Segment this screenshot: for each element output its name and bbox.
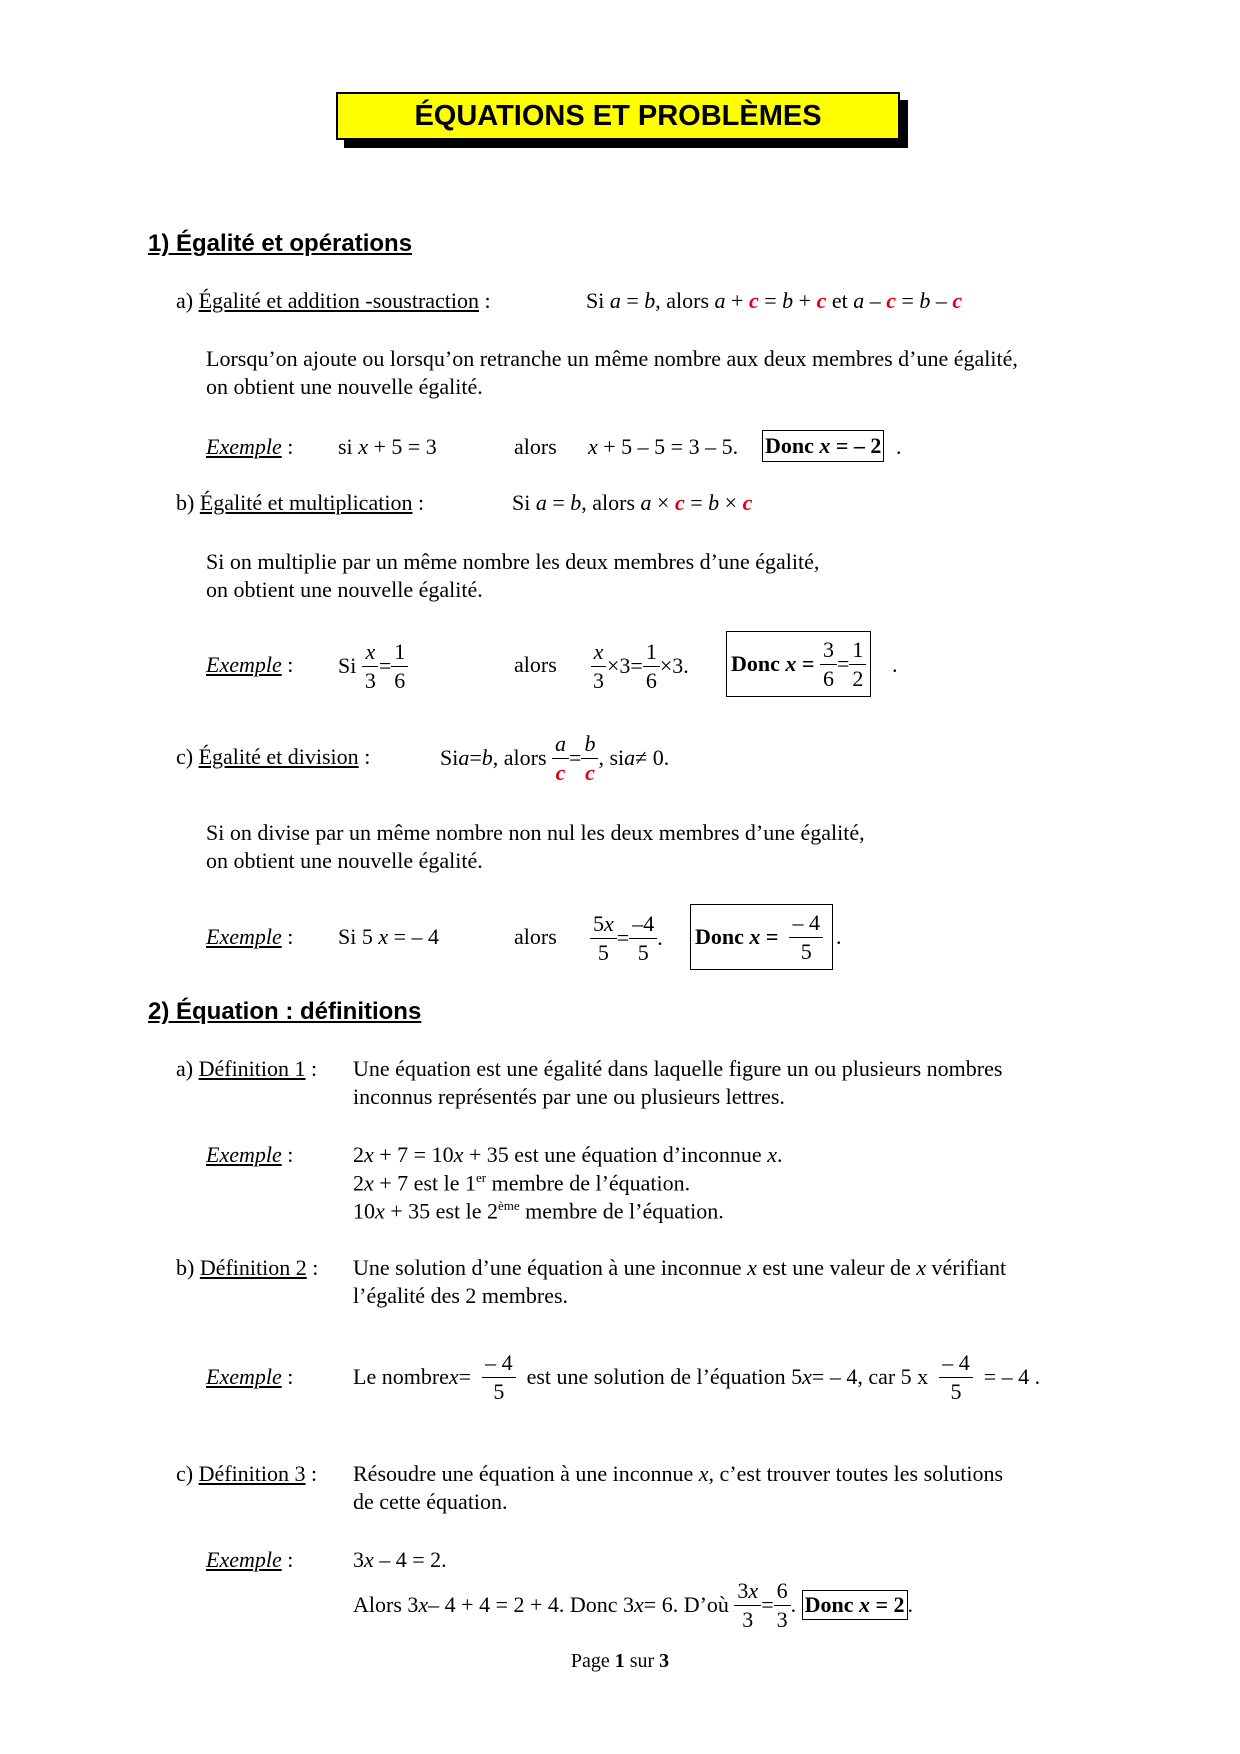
item-label: Égalité et multiplication xyxy=(199,490,413,515)
example-label-text: Exemple xyxy=(206,1142,282,1167)
t: , alors xyxy=(655,288,715,313)
superscript: ème xyxy=(498,1198,520,1213)
example-label xyxy=(206,1364,293,1390)
colon: : xyxy=(412,490,425,515)
t: + 35 est le 2 xyxy=(384,1198,498,1224)
t: Une solution d’une équation à une inconnue xyxy=(353,1255,748,1280)
denominator: 5 xyxy=(800,938,812,964)
t: + 5 – 5 = 3 – 5. xyxy=(597,434,739,459)
colon: : xyxy=(358,744,371,769)
t: 2 xyxy=(353,1142,364,1167)
t: Si xyxy=(586,288,610,313)
colon: : xyxy=(306,1255,319,1280)
var-c: c xyxy=(816,288,827,313)
item-2b-header xyxy=(176,1255,318,1281)
var: a xyxy=(853,288,865,313)
denominator: c xyxy=(555,759,566,785)
t: + 7 est le 1 xyxy=(373,1170,476,1196)
numerator: 6 xyxy=(774,1579,791,1605)
t: Si 5 xyxy=(338,924,379,949)
t: ≠ 0. xyxy=(635,745,670,770)
colon: : xyxy=(281,652,294,677)
example-1a-calc xyxy=(588,434,738,460)
section-2-heading xyxy=(148,998,421,1026)
var: b xyxy=(644,288,656,313)
denominator: 6 xyxy=(645,667,657,693)
item-1b-header xyxy=(176,490,424,516)
example-label xyxy=(206,1547,293,1573)
denominator: 6 xyxy=(394,667,406,693)
numerator: 3 xyxy=(737,1578,749,1604)
fraction xyxy=(789,911,823,962)
var: a xyxy=(624,745,636,770)
denominator: 5 xyxy=(597,939,609,965)
rule-division xyxy=(440,728,669,788)
var: a xyxy=(609,288,621,313)
t: – xyxy=(930,288,953,313)
item-mark: b) xyxy=(176,1255,195,1280)
definition-line: inconnus représentés par une ou plusieurs lettres. xyxy=(353,1084,785,1109)
denominator: 6 xyxy=(822,665,834,691)
fraction xyxy=(362,640,379,691)
numerator: – 4 xyxy=(789,911,823,937)
t: , alors xyxy=(581,490,641,515)
numerator: x xyxy=(362,640,378,666)
t: + xyxy=(725,288,749,313)
example-label xyxy=(206,652,293,678)
t: = xyxy=(684,490,709,515)
t: = xyxy=(616,925,630,950)
var: x xyxy=(358,434,368,459)
example-label-text: Exemple xyxy=(206,434,282,459)
colon: : xyxy=(281,1142,294,1167)
t: Donc xyxy=(731,651,786,676)
example-2a-line2 xyxy=(353,1170,690,1196)
t: Si xyxy=(338,653,357,678)
t: = 2 xyxy=(870,1592,905,1617)
var: b xyxy=(919,288,931,313)
page-title-text: ÉQUATIONS ET PROBLÈMES xyxy=(414,99,822,132)
t: . xyxy=(776,1142,783,1167)
t: = xyxy=(796,651,815,676)
denominator: 3 xyxy=(742,1606,754,1632)
t: Donc xyxy=(804,1592,859,1617)
t: si xyxy=(338,434,359,459)
fraction xyxy=(643,640,660,691)
t: – 4 + 4 = 2 + 4. Donc 3 xyxy=(428,1592,635,1617)
t: ×3 xyxy=(607,653,631,678)
t: , c’est trouver toutes les solutions xyxy=(708,1461,1004,1486)
example-label-text: Exemple xyxy=(206,652,282,677)
t: , si xyxy=(598,745,625,770)
item-2a-header xyxy=(176,1056,317,1082)
example-1b-given xyxy=(338,636,408,696)
t: = – 4 . xyxy=(983,1364,1041,1389)
page-total: 3 xyxy=(659,1650,670,1672)
colon: : xyxy=(479,288,491,313)
t: – xyxy=(864,288,887,313)
t: = xyxy=(569,745,582,770)
item-mark: b) xyxy=(176,490,195,515)
result-box-1b xyxy=(726,631,871,697)
denominator: 5 xyxy=(637,939,649,965)
dot: . xyxy=(896,434,902,459)
t: . xyxy=(683,653,689,678)
t: = xyxy=(761,1592,774,1617)
paragraph-line: Lorsqu’on ajoute ou lorsqu’on retranche un même nombre aux deux membres d’une égalité, xyxy=(206,346,1018,371)
var: b xyxy=(481,745,493,770)
colon: : xyxy=(281,1547,294,1572)
denominator: 3 xyxy=(776,1606,788,1632)
item-label: Égalité et division xyxy=(198,744,359,769)
definition-line xyxy=(353,1461,1003,1487)
item-mark: c) xyxy=(176,1461,194,1486)
fraction xyxy=(590,912,617,963)
denominator: 2 xyxy=(852,665,864,691)
numerator: – 4 xyxy=(482,1351,516,1377)
var: x xyxy=(749,924,761,949)
superscript: er xyxy=(476,1170,487,1185)
t: 10 xyxy=(353,1198,375,1224)
t: Page xyxy=(570,1650,615,1672)
example-label-text: Exemple xyxy=(206,1547,282,1572)
page-footer xyxy=(0,1650,1240,1673)
t: – 4 = 2. xyxy=(373,1547,447,1572)
fraction xyxy=(849,638,866,689)
t: + xyxy=(793,288,817,313)
var: x xyxy=(375,1198,385,1224)
var-c: c xyxy=(886,288,896,313)
item-1a-header xyxy=(176,288,491,314)
var-c: c xyxy=(742,490,753,515)
t: = 6. D’où xyxy=(643,1592,729,1617)
t: = – 4, car 5 x xyxy=(811,1364,929,1389)
var-c: c xyxy=(748,288,759,313)
paragraph-line: on obtient une nouvelle égalité. xyxy=(206,577,483,602)
t: + 35 est une équation d’inconnue xyxy=(463,1142,768,1167)
var: x xyxy=(453,1142,464,1167)
numerator: b xyxy=(581,732,598,758)
t: est une solution de l’équation 5 xyxy=(526,1364,803,1389)
example-2a-line3 xyxy=(353,1198,724,1224)
numerator: a xyxy=(552,732,569,758)
t: = xyxy=(760,924,779,949)
t: = xyxy=(758,288,783,313)
t: Donc xyxy=(765,433,820,458)
t: × xyxy=(651,490,675,515)
t: = xyxy=(458,1364,472,1389)
example-1a-given xyxy=(338,434,437,460)
var: x xyxy=(364,1547,374,1572)
t: Alors 3 xyxy=(353,1592,419,1617)
example-label xyxy=(206,434,293,460)
t: = – 4 xyxy=(388,924,440,949)
example-1c-given xyxy=(338,924,439,950)
t: 3 xyxy=(353,1547,364,1572)
item-mark: a) xyxy=(176,1056,194,1081)
t: = xyxy=(896,288,920,313)
fraction xyxy=(482,1351,516,1402)
t: est une valeur de xyxy=(756,1255,917,1280)
colon: : xyxy=(281,434,294,459)
fraction xyxy=(590,640,607,691)
var-c: c xyxy=(952,288,963,313)
var: x xyxy=(748,1578,759,1604)
t: 2 xyxy=(353,1170,364,1196)
numerator: 5 xyxy=(593,911,604,937)
var: x xyxy=(364,1142,374,1167)
denominator: 3 xyxy=(593,667,604,693)
fraction xyxy=(820,638,837,689)
t: Si xyxy=(512,490,536,515)
example-2b xyxy=(353,1346,1040,1408)
page-number: 1 xyxy=(614,1650,625,1672)
var: x xyxy=(588,434,598,459)
var: x xyxy=(916,1255,927,1280)
result-box-2c xyxy=(802,1590,908,1620)
fraction xyxy=(774,1579,791,1630)
var: x xyxy=(747,1255,757,1280)
fraction xyxy=(734,1579,761,1630)
example-label-text: Exemple xyxy=(206,1364,282,1389)
denominator: 3 xyxy=(364,667,376,693)
var: b xyxy=(782,288,794,313)
var: a xyxy=(714,288,726,313)
var: x xyxy=(767,1142,777,1167)
var: x xyxy=(378,924,389,949)
item-2c-header xyxy=(176,1461,317,1487)
fraction xyxy=(939,1351,973,1402)
t: Si xyxy=(440,745,459,770)
item-mark: c) xyxy=(176,744,194,769)
t: + 7 = 10 xyxy=(373,1142,454,1167)
var: x xyxy=(418,1592,429,1617)
definition-line: l’égalité des 2 membres. xyxy=(353,1283,569,1308)
var: x xyxy=(785,651,797,676)
numerator: 1 xyxy=(849,638,866,664)
t: . xyxy=(790,1592,797,1617)
var: x xyxy=(802,1364,812,1389)
var: x xyxy=(819,433,831,458)
t: . xyxy=(657,925,663,950)
fraction xyxy=(581,732,598,783)
fraction xyxy=(552,732,569,783)
section-1-heading-text: 1) Égalité et opérations xyxy=(148,230,413,257)
t: membre de l’équation. xyxy=(519,1198,724,1224)
colon: : xyxy=(281,1364,294,1389)
paragraph-line: Si on divise par un même nombre non nul les deux membres d’une égalité, xyxy=(206,820,865,845)
var: a xyxy=(640,490,652,515)
colon: : xyxy=(305,1461,318,1486)
item-label: Définition 1 xyxy=(198,1056,306,1081)
numerator: 3 xyxy=(820,638,837,664)
result-box-1a xyxy=(762,430,884,462)
definition-line: Une équation est une égalité dans laquelle figure un ou plusieurs nombres xyxy=(353,1056,1003,1081)
item-mark: a) xyxy=(176,288,194,313)
t: = xyxy=(378,653,392,678)
t: = xyxy=(546,490,571,515)
fraction xyxy=(629,912,657,963)
numerator: 1 xyxy=(391,640,408,666)
colon: : xyxy=(305,1056,318,1081)
example-label xyxy=(206,924,293,950)
dot: . xyxy=(907,1592,914,1617)
alors-text: alors xyxy=(514,652,557,677)
alors-text: alors xyxy=(514,924,557,949)
page-title xyxy=(336,92,900,140)
var: x xyxy=(634,1592,644,1617)
var: x xyxy=(364,1170,374,1196)
var-c: c xyxy=(674,490,685,515)
t: × xyxy=(719,490,743,515)
example-1b-calc xyxy=(590,636,689,696)
example-label xyxy=(206,1142,293,1168)
definition-line xyxy=(353,1255,1006,1281)
colon: : xyxy=(281,924,294,949)
t: ×3 xyxy=(659,653,684,678)
numerator: –4 xyxy=(629,912,657,938)
dot: . xyxy=(836,924,842,949)
t: vérifiant xyxy=(926,1255,1007,1280)
numerator: – 4 xyxy=(939,1351,973,1377)
var: x xyxy=(604,911,614,937)
paragraph-line: Si on multiplie par un même nombre les deux membres d’une égalité, xyxy=(206,549,820,574)
t: = xyxy=(630,653,643,678)
t: Résoudre une équation à une inconnue xyxy=(353,1461,699,1486)
t: + 5 = 3 xyxy=(367,434,437,459)
t: sur xyxy=(624,1650,660,1672)
var: x xyxy=(859,1592,870,1617)
denominator: 5 xyxy=(493,1378,505,1404)
t: = xyxy=(469,745,482,770)
t: Le nombre xyxy=(353,1364,449,1389)
var: a xyxy=(458,745,470,770)
paragraph-line: on obtient une nouvelle égalité. xyxy=(206,848,483,873)
numerator: 1 xyxy=(643,640,660,666)
var: x xyxy=(448,1364,459,1389)
t: et xyxy=(826,288,854,313)
example-2c-line1 xyxy=(353,1547,447,1573)
t: = – 2 xyxy=(830,433,882,458)
var: b xyxy=(708,490,720,515)
var: a xyxy=(535,490,547,515)
denominator: c xyxy=(585,759,595,785)
t: = xyxy=(620,288,645,313)
item-1c-header xyxy=(176,744,370,770)
t: = xyxy=(836,651,850,676)
example-1c-calc xyxy=(590,908,663,968)
definition-line: de cette équation. xyxy=(353,1489,508,1514)
numerator: x xyxy=(591,640,607,666)
item-label: Égalité et addition -soustraction xyxy=(198,288,480,313)
section-1-heading xyxy=(148,230,412,258)
var: b xyxy=(570,490,582,515)
dot: . xyxy=(892,652,898,677)
example-label-text: Exemple xyxy=(206,924,282,949)
example-2c-line2 xyxy=(353,1574,913,1636)
paragraph-line: on obtient une nouvelle égalité. xyxy=(206,374,483,399)
t: , alors xyxy=(492,745,547,770)
example-2a-line1 xyxy=(353,1142,782,1168)
section-2-heading-text: 2) Équation : définitions xyxy=(148,998,422,1025)
rule-addition xyxy=(586,288,962,314)
fraction xyxy=(391,640,408,691)
rule-multiplication xyxy=(512,490,752,516)
item-label: Définition 3 xyxy=(198,1461,306,1486)
denominator: 5 xyxy=(950,1378,962,1404)
result-box-1c xyxy=(690,904,833,970)
item-label: Définition 2 xyxy=(199,1255,307,1280)
t: Donc xyxy=(695,924,750,949)
t: membre de l’équation. xyxy=(486,1170,691,1196)
alors-text: alors xyxy=(514,434,557,459)
var: x xyxy=(698,1461,709,1486)
